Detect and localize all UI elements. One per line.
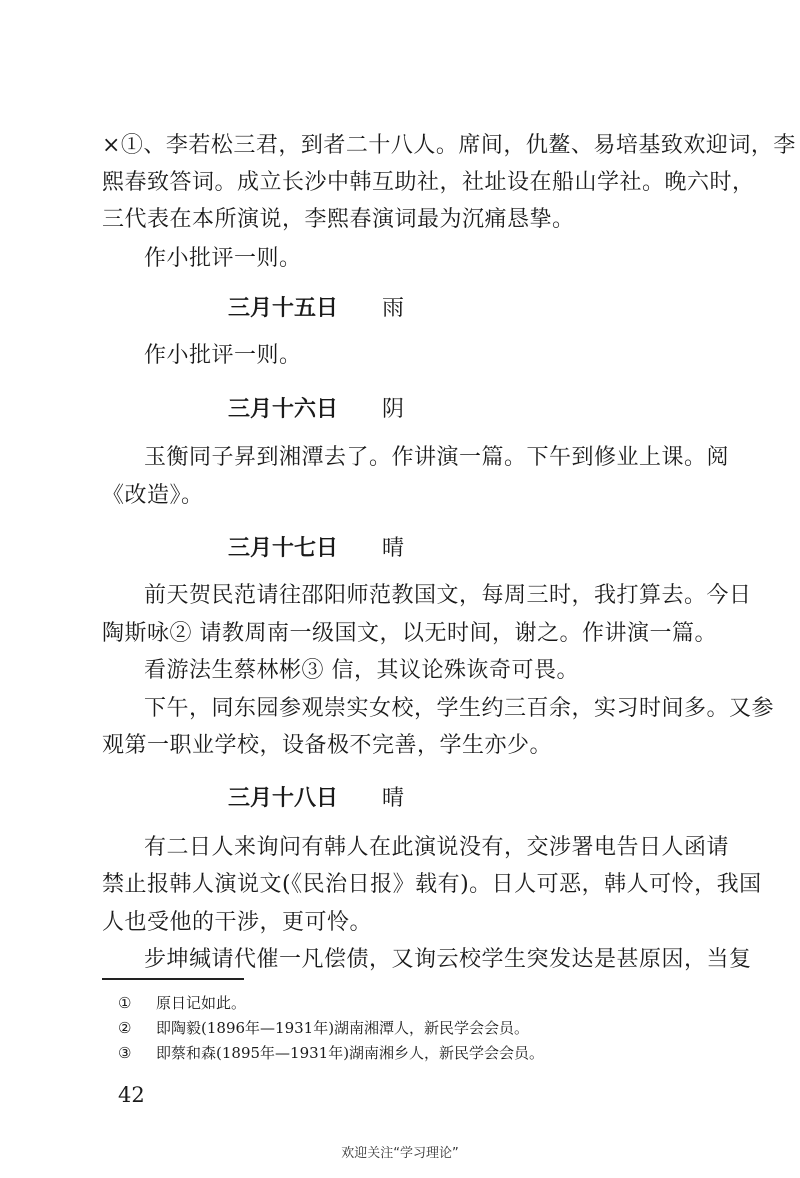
footnote-text: 原日记如此。 <box>156 994 247 1012</box>
entry-heading <box>228 534 404 564</box>
entry-date: 三月十七日 <box>228 536 339 561</box>
footnote-divider <box>102 978 244 980</box>
footnote <box>118 1017 529 1039</box>
entry-weather: 晴 <box>382 786 405 811</box>
body-line: 观第一职业学校，设备极不完善，学生亦少。 <box>102 733 553 758</box>
entry-weather: 阴 <box>382 397 405 422</box>
body-line: 看游法生蔡林彬③ 信，其议论殊诙奇可畏。 <box>144 658 579 683</box>
entry-weather: 雨 <box>382 296 405 321</box>
body-line: 作小批评一则。 <box>144 343 302 368</box>
footnote-text: 即蔡和森(1895年—1931年)湖南湘乡人，新民学会会员。 <box>156 1044 545 1062</box>
body-line: 下午，同东园参观崇实女校，学生约三百余，实习时间多。又参 <box>144 696 775 721</box>
page-number: 42 <box>118 1083 145 1107</box>
entry-date: 三月十六日 <box>228 397 339 422</box>
footer-caption: 欢迎关注“学习理论” <box>341 1146 459 1161</box>
footnote-mark: ① <box>118 994 132 1012</box>
body-line: 陶斯咏② 请教周南一级国文，以无时间，谢之。作讲演一篇。 <box>102 621 717 646</box>
body-line: 禁止报韩人演说文(《民治日报》载有)。日人可恶，韩人可怜，我国 <box>102 872 762 897</box>
body-line: 玉衡同子昇到湘潭去了。作讲演一篇。下午到修业上课。阅 <box>144 445 730 470</box>
footnote <box>118 992 246 1014</box>
entry-weather: 晴 <box>382 536 405 561</box>
body-line: 熙春致答词。成立长沙中韩互助社，社址设在船山学社。晚六时， <box>102 170 755 195</box>
footnote-mark: ③ <box>118 1044 132 1062</box>
entry-heading <box>228 784 404 814</box>
footnote-text: 即陶毅(1896年—1931年)湖南湘潭人，新民学会会员。 <box>156 1019 530 1037</box>
body-line: 有二日人来询问有韩人在此演说没有，交涉署电告日人函请 <box>144 835 730 860</box>
body-line: 《改造》。 <box>102 483 204 508</box>
footnote <box>118 1042 544 1064</box>
entry-date: 三月十五日 <box>228 296 339 321</box>
footnote-mark: ② <box>118 1019 132 1037</box>
body-line: 人也受他的干涉，更可怜。 <box>102 910 373 935</box>
body-line: 三代表在本所演说，李熙春演词最为沉痛恳挚。 <box>102 207 575 232</box>
body-line: 作小批评一则。 <box>144 246 302 271</box>
body-line: 步坤缄请代催一凡偿债，又询云校学生突发达是甚原因，当复 <box>144 947 752 972</box>
entry-date: 三月十八日 <box>228 786 339 811</box>
body-line: 前天贺民范请往邵阳师范教国文，每周三时，我打算去。今日 <box>144 583 752 608</box>
body-line: ×①、李若松三君，到者二十八人。席间，仇鳌、易培基致欢迎词，李 <box>102 133 796 158</box>
entry-heading <box>228 395 404 425</box>
entry-heading <box>228 294 404 324</box>
